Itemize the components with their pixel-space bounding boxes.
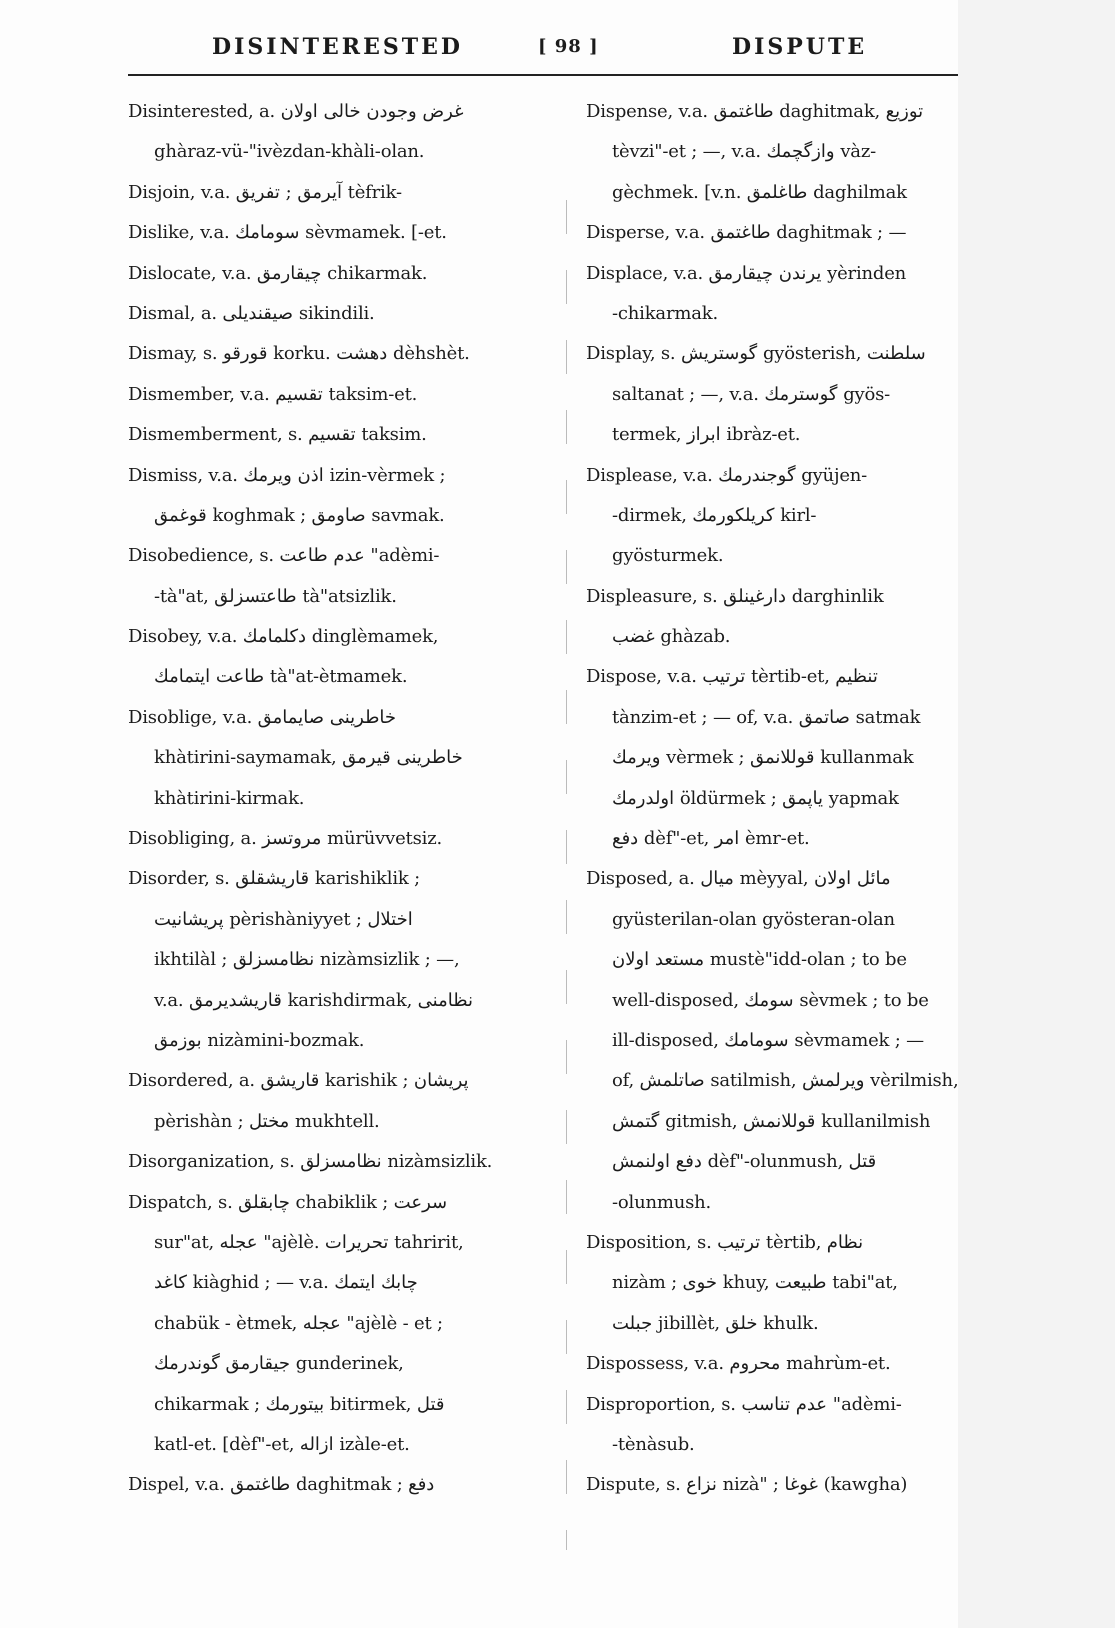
entry-continuation: tànzim-et ; — of, v.a. صاتمق satmak <box>612 706 921 728</box>
dictionary-entry <box>586 1223 958 1344</box>
entry-headline: Dispel, v.a. طاغتمق daghitmak ; دفع <box>128 1474 435 1496</box>
dictionary-entry <box>586 859 958 1223</box>
entry-headline: Disobey, v.a. دکلمامك dinglèmamek, <box>128 626 439 648</box>
entry-headline: Disordered, a. قاریشق karishik ; پریشان <box>128 1070 469 1092</box>
right-column <box>586 92 958 1552</box>
entry-continuation: جیقارمق گوندرمك gunderinek, <box>154 1353 404 1375</box>
dictionary-entry <box>128 617 560 698</box>
entry-continuation: کاغد kiàghid ; — v.a. چابك ایتمك <box>154 1272 418 1294</box>
entry-headline: Displease, v.a. گوجندرمك gyüjen- <box>586 464 868 486</box>
entry-continuation: chabük - ètmek, عجله "ajèlè - et ; <box>154 1312 443 1334</box>
dictionary-entry <box>128 375 560 415</box>
entry-continuation: tèvzi"-et ; —, v.a. وازگچمك vàz- <box>612 141 876 163</box>
entry-headline: Disorder, s. قاریشقلق karishiklik ; <box>128 868 420 890</box>
entry-headline: Display, s. گوستریش gyösterish, سلطنت <box>586 343 926 365</box>
dictionary-entry <box>128 1183 560 1466</box>
entry-continuation: -olunmush. <box>612 1191 712 1213</box>
dictionary-entry <box>586 577 958 658</box>
entry-headline: Dispute, s. نزاع nizà" ; غوغا (kawgha) <box>586 1474 908 1496</box>
entry-continuation: of, صاتلمش satilmish, ویرلمش vèrilmish, <box>612 1070 958 1092</box>
running-header <box>128 28 958 72</box>
entry-continuation: -tà"at, طاعتسزلق tà"atsizlik. <box>154 585 397 607</box>
entry-continuation: gyösturmek. <box>612 545 724 567</box>
entry-headline: Disobliging, a. مروتسز mürüvvetsiz. <box>128 828 442 850</box>
entry-continuation: termek, ابراز ibràz-et. <box>612 424 801 446</box>
entry-headline: Dismember, v.a. تقسیم taksim-et. <box>128 383 418 405</box>
header-left-guideword: DISINTERESTED <box>212 34 463 60</box>
entry-headline: Dismal, a. صیقندیلی sikindili. <box>128 302 375 324</box>
dictionary-entry <box>586 1465 958 1505</box>
entry-headline: Disobedience, s. عدم طاعت "adèmi- <box>128 545 440 567</box>
entry-continuation: قوغمق koghmak ; صاومق savmak. <box>154 504 445 526</box>
dictionary-entry <box>128 1061 560 1142</box>
entry-continuation: مستعد اولان mustè"idd-olan ; to be <box>612 949 907 971</box>
entry-continuation: -chikarmak. <box>612 302 718 324</box>
entry-continuation: دفع اولنمش dèf"-olunmush, قتل <box>612 1151 877 1173</box>
entry-headline: Dislocate, v.a. چیقارمق chikarmak. <box>128 262 428 284</box>
page-number: [ 98 ] <box>538 36 599 57</box>
header-right-guideword: DISPUTE <box>732 34 868 60</box>
entry-headline: Disorganization, s. نظامسزلق nizàmsizlik. <box>128 1151 493 1173</box>
entry-headline: Disproportion, s. عدم تناسب "adèmi- <box>586 1393 902 1415</box>
entry-headline: Displeasure, s. دارغینلق darghinlik <box>586 585 884 607</box>
entry-continuation: -dirmek, کریلکورمك kirl- <box>612 504 817 526</box>
entry-continuation: طاعت ایتمامك tà"at-ètmamek. <box>154 666 408 688</box>
dictionary-entry <box>586 254 958 335</box>
dictionary-entry <box>128 698 560 819</box>
dictionary-entry <box>128 1465 560 1505</box>
entry-continuation: بوزمق nizàmini-bozmak. <box>154 1029 365 1051</box>
entry-continuation: ill-disposed, سومامك sèvmamek ; — <box>612 1029 924 1051</box>
entry-headline: Disposed, a. میال mèyyal, مائل اولان <box>586 868 891 890</box>
entry-continuation: ikhtilàl ; نظامسزلق nizàmsizlik ; —, <box>154 949 460 971</box>
entry-continuation: pèrishàn ; مختل mukhtell. <box>154 1110 380 1132</box>
page-edge-shading <box>958 0 1115 1628</box>
entry-continuation: katl-et. [dèf"-et, ازاله izàle-et. <box>154 1433 410 1455</box>
dictionary-entry <box>128 536 560 617</box>
entry-headline: Disoblige, v.a. خاطرینی صایمامق <box>128 706 397 728</box>
entry-continuation: ghàraz-vü-"ivèzdan-khàli-olan. <box>154 141 425 163</box>
entry-headline: Dispatch, s. چابقلق chabiklik ; سرعت <box>128 1191 448 1213</box>
entry-continuation: gyüsterilan-olan gyösteran-olan <box>612 908 895 930</box>
entry-continuation: -tènàsub. <box>612 1433 695 1455</box>
entry-continuation: khàtirini-saymamak, خاطرینی قیرمق <box>154 747 463 769</box>
dictionary-entry <box>128 859 560 1061</box>
entry-continuation: chikarmak ; بیتورمك bitirmek, قتل <box>154 1393 445 1415</box>
left-column <box>128 92 560 1552</box>
dictionary-entry <box>586 1385 958 1466</box>
dictionary-entry <box>128 334 560 374</box>
entry-headline: Disperse, v.a. طاغتمق daghitmak ; — <box>586 222 907 244</box>
entry-continuation: ویرمك vèrmek ; قوللانمق kullanmak <box>612 747 914 769</box>
entry-headline: Dismemberment, s. تقسیم taksim. <box>128 424 427 446</box>
entry-continuation: saltanat ; —, v.a. گوسترمك gyös- <box>612 383 891 405</box>
entry-headline: Disjoin, v.a. آیرمق ; تفریق tèfrik- <box>128 181 402 203</box>
entry-continuation: sur"at, عجله "ajèlè. تحریرات tahririt, <box>154 1231 464 1253</box>
entry-continuation: دفع dèf"-et, امر èmr-et. <box>612 828 810 850</box>
entry-continuation: غضب ghàzab. <box>612 626 731 648</box>
dictionary-entry <box>586 1344 958 1384</box>
entry-continuation: well-disposed, سومك sèvmek ; to be <box>612 989 929 1011</box>
entry-headline: Dispense, v.a. طاغتمق daghitmak, توزیع <box>586 101 924 122</box>
dictionary-entry <box>128 415 560 455</box>
entry-continuation: پریشانیت pèrishàniyyet ; اختلال <box>154 908 413 930</box>
entry-continuation: nizàm ; خوی khuy, طبیعت tabi"at, <box>612 1272 898 1294</box>
dictionary-entry <box>586 92 958 213</box>
dictionary-entry <box>128 213 560 253</box>
entry-headline: Dispose, v.a. ترتیب tèrtib-et, تنظیم <box>586 666 878 688</box>
entry-continuation: اولدرمك öldürmek ; یاپمق yapmak <box>612 787 899 809</box>
dictionary-entry <box>128 1142 560 1182</box>
entry-headline: Disinterested, a. غرض وجودن خالی اولان <box>128 101 464 122</box>
entry-headline: Disposition, s. ترتیب tèrtib, نظام <box>586 1231 864 1253</box>
entry-headline: Dismay, s. قورقو korku. دهشت dèhshèt. <box>128 343 470 365</box>
dictionary-entry <box>128 254 560 294</box>
dictionary-entry <box>586 334 958 455</box>
entry-headline: Dislike, v.a. سومامك sèvmamek. [-et. <box>128 222 447 244</box>
dictionary-entry <box>586 456 958 577</box>
dictionary-entry <box>586 657 958 859</box>
entry-continuation: khàtirini-kirmak. <box>154 787 305 809</box>
entry-continuation: gèchmek. [v.n. طاغلمق daghilmak <box>612 181 907 203</box>
entry-continuation: v.a. قاریشدیرمق karishdirmak, نظامنی <box>154 989 473 1011</box>
dictionary-entry <box>586 213 958 253</box>
entry-headline: Displace, v.a. یرندن چیقارمق yèrinden <box>586 262 907 284</box>
dictionary-entry <box>128 294 560 334</box>
column-divider <box>566 200 567 1550</box>
entry-headline: Dismiss, v.a. اذن ویرمك izin-vèrmek ; <box>128 464 446 486</box>
entry-continuation: گتمش gitmish, قوللانمش kullanilmish <box>612 1110 931 1132</box>
entry-continuation: جبلت jibillèt, خلق khulk. <box>612 1312 819 1334</box>
dictionary-entry <box>128 456 560 537</box>
dictionary-entry <box>128 92 560 173</box>
header-rule <box>128 74 958 76</box>
entry-headline: Dispossess, v.a. محروم mahrùm-et. <box>586 1353 891 1375</box>
dictionary-entry <box>128 819 560 859</box>
dictionary-entry <box>128 173 560 213</box>
